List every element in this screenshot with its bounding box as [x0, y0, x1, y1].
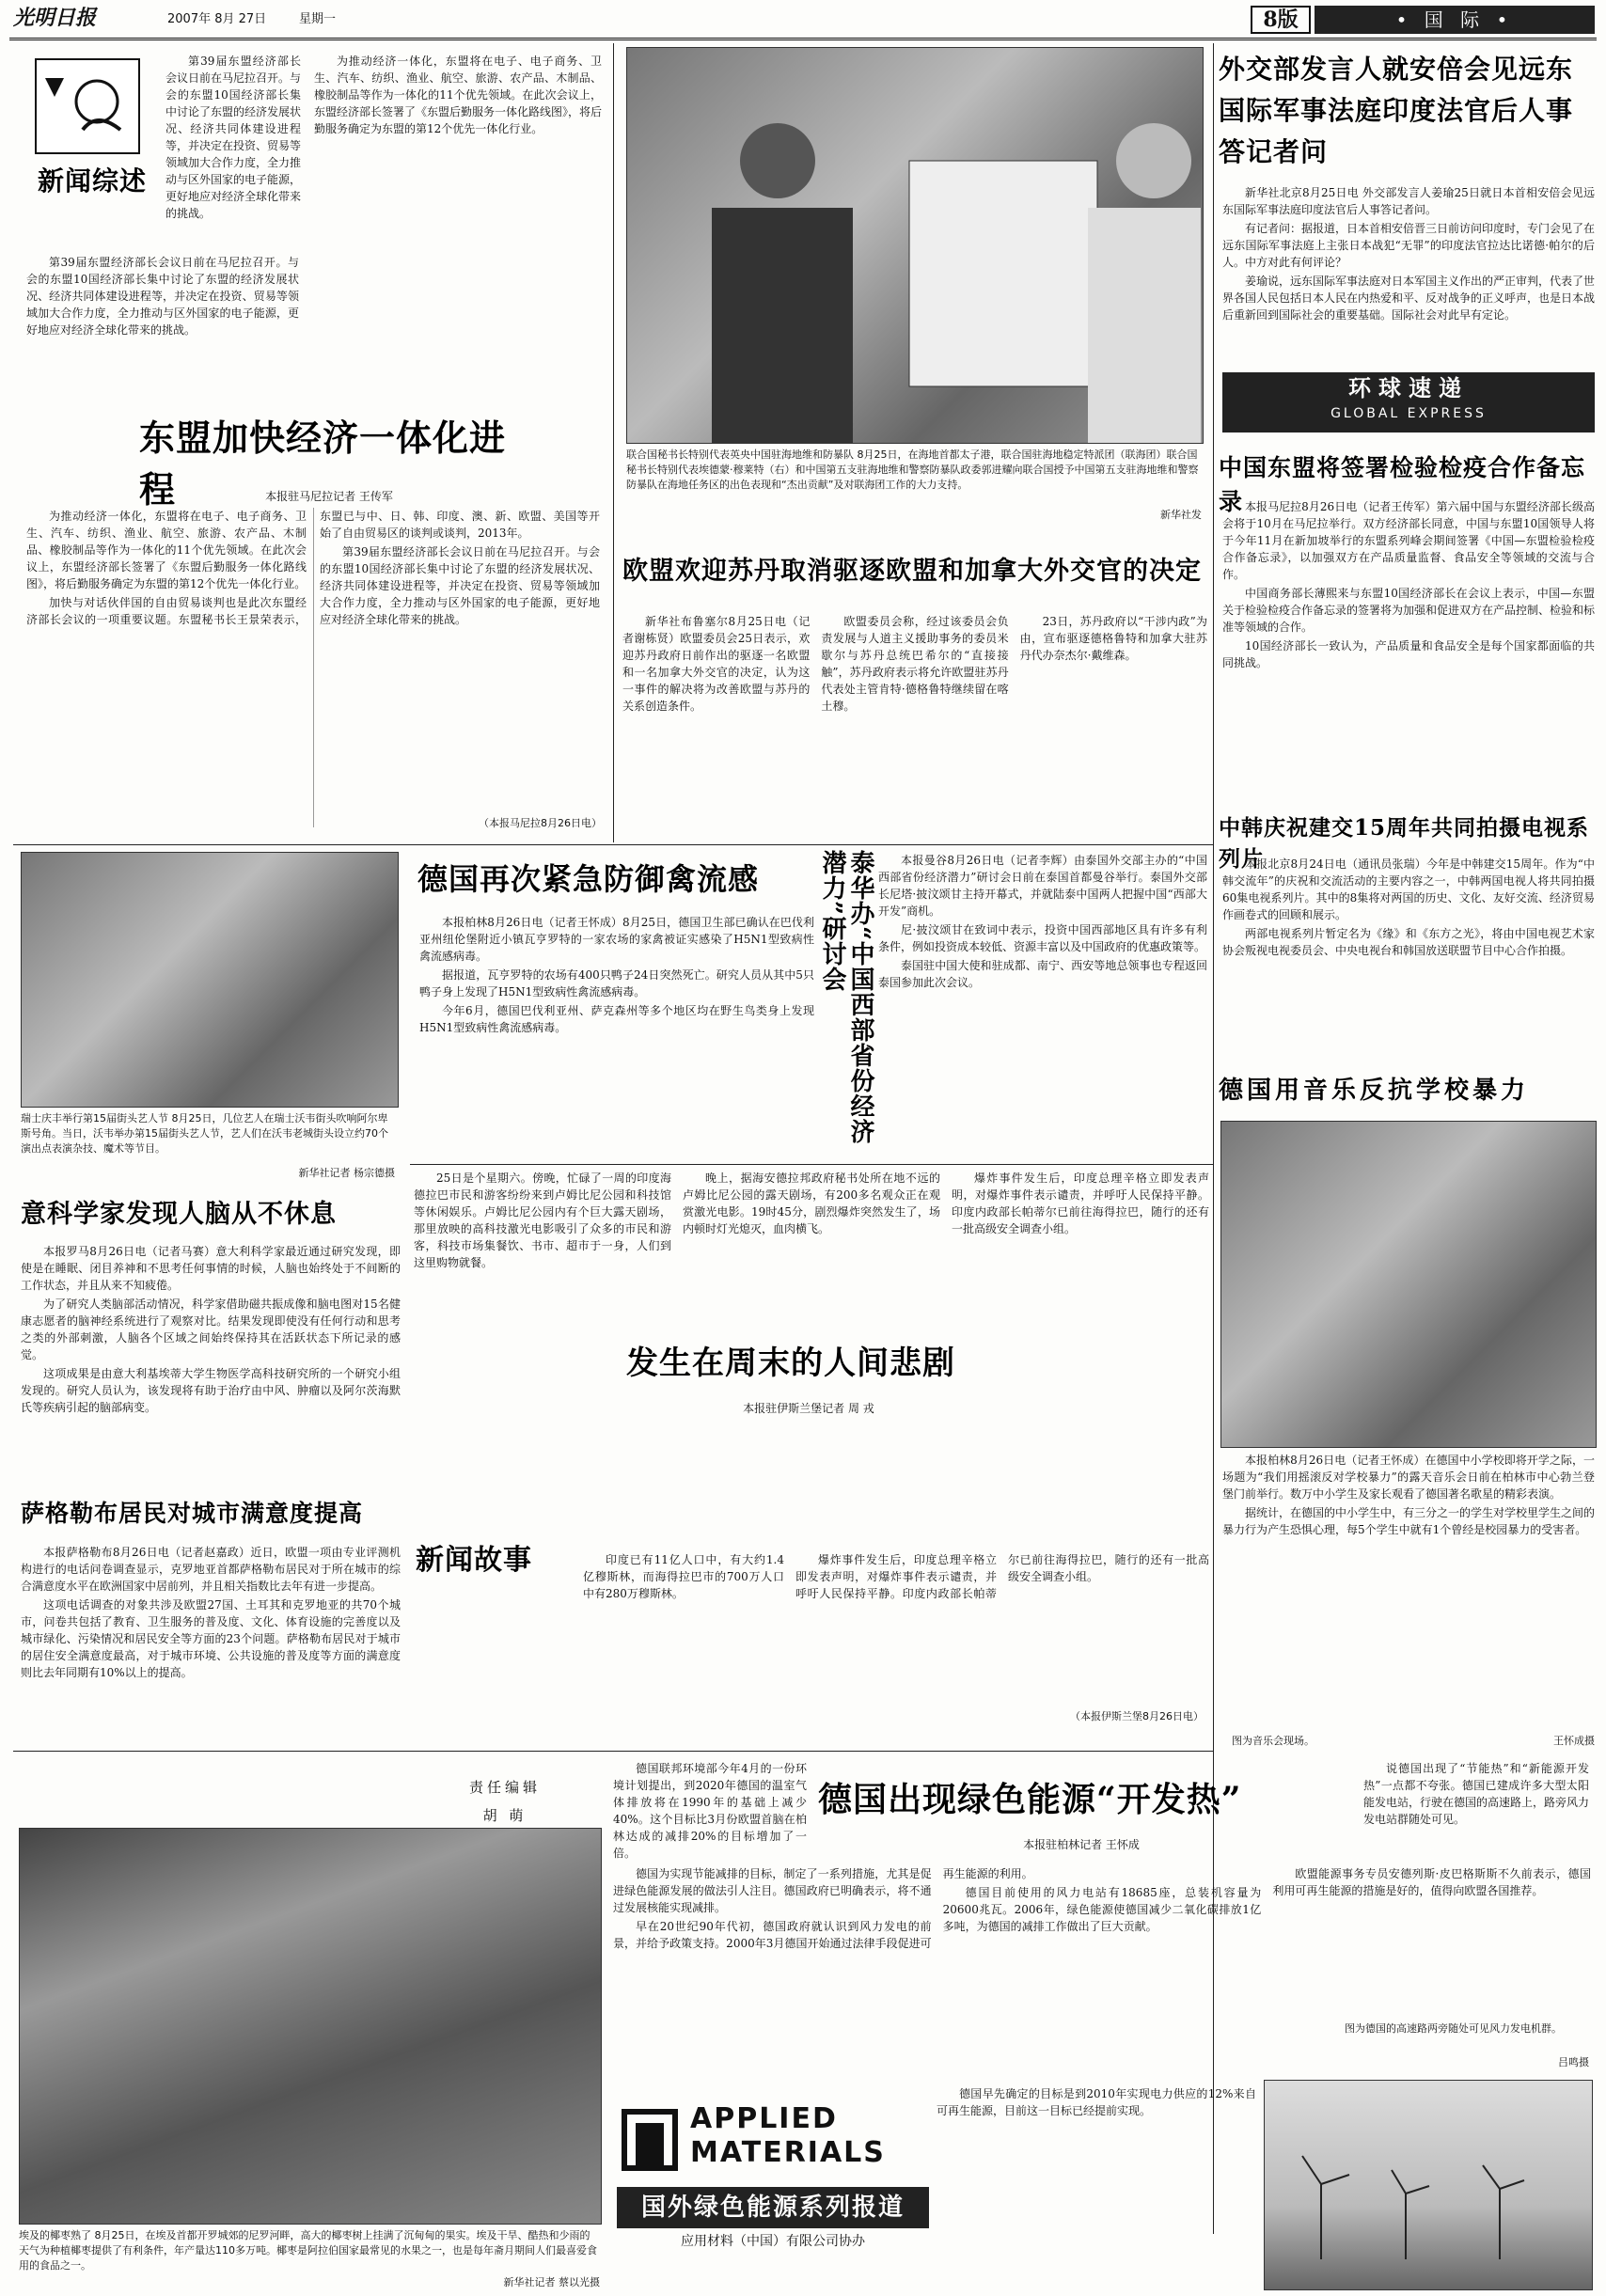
quarantine-body: 本报马尼拉8月26日电（记者王传军）第六届中国与东盟经济部长级高会将于10月在马尼拉举行。双方经济部长同意，中国与东盟10国领导人将于今年11月在新加坡举行的东盟系列峰会期间签署《中国—东盟检验检疫合作备忘录》，以加强双方在产品质量监督、食品安全等领域的交流与合作。 中国商务部长薄熙来与东盟10国经济部长在会议上表示，中国—东盟关于检验检疫合作备忘录的签署将为加强和促进双方在产品控制、检验和标准等领域的合作。 10国经济部长一致认为，产品质量和食品安全是每个国家都面临的共同挑战。 [1222, 500, 1596, 669]
korea-body: 本报北京8月24日电（通讯员张瑞）今年是中韩建交15周年。作为“中韩交流年”的庆祝和交流活动的主要内容之一，中韩两国电视人将共同拍摄60集电视系列片。其中的8集将对两国的历史、文化、友好交流、经济贸易作画卷式的回顾和展示。 两部电视系列片暂定名为《缘》和《东方之光》，将由中国电视艺术家协会叛视电视委员会、中央电视台和韩国放送联盟节目中心合作拍摄。 [1222, 857, 1595, 957]
quarantine-headline: 中国东盟将签署检验检疫合作备忘录 [1219, 454, 1586, 516]
music-caption: 图为音乐会现场。 [1232, 1735, 1315, 1747]
music-credit: 王怀成摄 [1553, 1735, 1595, 1747]
brain-body: 本报罗马8月26日电（记者马赛）意大利科学家最近通过研究发现，即使是在睡眠、闭目养神和不思考任何事情的时候，人脑也始终处于不间断的工作状态，并且从来不知疲倦。 为了研究人类脑部活动情况，科学家借助磁共振成像和脑电图对15名健康志愿者的脑神经系统进行了观察对比。结果发现即使没有任何行动和思考之类的外部刺激，人脑各个区域之间始终保持其在活跃状态下所记录的感觉。 这项成果是由意大利基埃蒂大学生物医学高科技研究所的一个研究小组发现的。研究人员认为，该发现将有助于治疗由中风、肿瘤以及阿尔茨海默氏等疾病引起的脑部病变。 [21, 1245, 401, 1414]
section-rule [13, 1751, 1213, 1752]
editor-box: 责任编辑 胡 萌 [468, 1779, 541, 1824]
header-rule [9, 38, 1597, 40]
masthead: 光明日报 [13, 6, 97, 30]
series-band: 国外绿色能源系列报道 [617, 2187, 929, 2228]
tragedy-credit: （本报伊斯兰堡8月26日电） [1070, 1710, 1204, 1722]
date-palm-credit: 新华社记者 蔡以光摄 [503, 2276, 600, 2288]
green-lead: 德国联邦环境部今年4月的一份环境计划提出，到2020年德国的温室气体排放将在1990年的基础上减少40%。这个目标比3月份欧盟首脑在柏林达成的减排20%的目标增加了一倍。 [613, 1762, 807, 1860]
sponsor-logo: APPLIED MATERIALS [617, 2099, 929, 2183]
news-review-tag: 新闻综述 [26, 55, 158, 196]
diplo-headline: 外交部发言人就安倍会见远东国际军事法庭印度法官后人事答记者问 [1219, 54, 1574, 167]
tragedy-body-lower: 印度已有11亿人口中，有大约1.4亿穆斯林，而海得拉巴市的700万人口中有280万穆斯林。 爆炸事件发生后，印度总理辛格立即发表声明，对爆炸事件表示谴责，并呼吁人民保持平静。印度内政部长帕蒂尔已前往海得拉巴，随行的还有一批高级安全调查小组。 [583, 1553, 1209, 1600]
concert-photo [1220, 1121, 1597, 1448]
date-palm-photo [19, 1828, 602, 2225]
wind-turbine-icon [1265, 2081, 1592, 2289]
green-caption: 图为德国的高速路两旁随处可见风力发电机群。 [1345, 2022, 1562, 2035]
date-palm-caption: 埃及的椰枣熟了 8月25日，在埃及首都开罗城郊的尼罗河畔，高大的椰枣树上挂满了沉甸甸的果实。埃及干旱、酷热和少雨的天气为种植椰枣提供了有利条件，年产量达110多万吨。椰枣是阿拉伯国家最常见的水果之一，也是每年斋月期间人们最喜爱食用的食品之一。 [19, 2229, 597, 2272]
brain-headline: 意科学家发现人脑从不休息 [21, 1200, 337, 1229]
green-credit: 吕鸣摄 [1558, 2056, 1589, 2068]
haiti-credit: 新华社发 [1160, 509, 1202, 521]
diplo-body: 新华社北京8月25日电 外交部发言人姜瑜25日就日本首相安倍会见远东国际军事法庭印度法官后人事答记者问。 有记者问：据报道，日本首相安倍晋三日前访问印度时，专门会见了在远东国际军事法庭上主张日本战犯“无罪”的印度法官拉达比诺德·帕尔的后人。中方对此有何评论？ 姜瑜说，远东国际军事法庭对日本军国主义作出的严正审判，代表了世界各国人民包括日本人民在内热爱和平、反对战争的正义呼声，也是日本战后重新回到国际社会的重要基础。国际社会对此早有定论。 [1222, 186, 1596, 322]
section-rule [410, 1164, 1213, 1165]
korea-headline: 中韩庆祝建交15周年共同拍摄电视系列片 [1219, 815, 1590, 873]
eu-body: 新华社布鲁塞尔8月25日电（记者谢栋贤）欧盟委员会25日表示，欢迎苏丹政府日前作出的驱逐一名欧盟和一名加拿大外交官的决定，认为这一事件的解决将为改善欧盟与苏丹的关系创造条件。 欧盟委员会称，经过该委员会负责发展与人道主义援助事务的委员米歇尔与苏丹总统巴希尔的“直接接触”，苏丹政府表示将允许欧盟驻苏丹代表处主管肯特·德格鲁特继续留在喀土穆。 23日，苏丹政府以“干涉内政”为由，宣布驱逐德格鲁特和加拿大驻苏丹代办奈杰尔·戴维森。 [622, 615, 1207, 713]
swiss-credit: 新华社记者 杨宗德摄 [298, 1167, 395, 1179]
asean-body-left: 第39届东盟经济部长会议日前在马尼拉召开。与会的东盟10国经济部长集中讨论了东盟的经济发展状况、经济共同体建设进程等，并决定在投资、贸易等领域加大合作力度，全力推动与区外国家的电子能源，更好地应对经济全球化带来的挑战。 [26, 256, 299, 337]
music-headline: 德国用音乐反抗学校暴力 [1219, 1077, 1530, 1105]
haiti-caption: 联合国秘书长特别代表英央中国驻海地维和防暴队 8月25日，在海地首都太子港，联合国驻海地稳定特派团（联海团）联合国秘书长特别代表埃德蒙·穆莱特（右）和中国第五支驻海地维和警察防暴队政委郭进耀向联合国授予中国第五支驻海地维和警察防暴队在海地任务区的出色表现和“杰出贡献”及对联海团工作的大力支持。 [626, 448, 1199, 491]
issue-date: 2007年 8月 27日 [167, 12, 267, 26]
green-body-lower: 德国早先确定的目标是到2010年实现电力供应的12%来自可再生能源，目前这一目标已经提前实现。 [937, 2087, 1256, 2117]
asean-columns: 为推动经济一体化，东盟将在电子、电子商务、卫生、汽车、纺织、渔业、航空、旅游、农产品、木制品、橡胶制品等作为一体化的11个优先领域。在此次会议上，东盟经济部长签署了《东盟后勤服务一体化路线图》，将后勤服务确定为东盟的第12个优先一体化行业。 加快与对话伙伴国的自由贸易谈判也是此次东盟经济部长会议的一项重要议题。东盟秘书长王景荣表示，东盟已与中、日、韩、印度、澳、新、欧盟、美国等开始了自由贸易区的谈判或谈判，2013年。 第39届东盟经济部长会议日前在马尼拉召开。与会的东盟10国经济部长集中讨论了东盟的经济发展状况、经济共同体建设进程等，并决定在投资、贸易等领域加大合作力度，全力推动与区外国家的电子能源，更好地应对经济全球化带来的挑战。 [26, 510, 600, 626]
asean-byline: 本报驻马尼拉记者 王传军 [265, 490, 393, 503]
green-byline: 本报驻柏林记者 王怀成 [1023, 1838, 1140, 1851]
bird-headline: 德国再次紧急防御禽流感 [417, 861, 760, 897]
applied-materials-logo-icon [617, 2104, 683, 2179]
seminar-body: 本报曼谷8月26日电（记者李辉）由泰国外交部主办的“中国西部省份经济潜力”研讨会日前在泰国首都曼谷举行。泰国外交部长尼塔·披汶颂甘主持开幕式，并就陆泰中国两人把握中国“西部大开发”商机。 尼·披汶颂甘在致词中表示，投资中国西部地区具有许多有利条件，例如投资成本较低、资源丰富以及中国政府的优惠政策等。 泰国驻中国大使和驻成都、南宁、西安等地总领事也专程返回泰国参加此次会议。 [878, 854, 1207, 989]
seminar-vertical-headline: 泰华办“中国西部省份经济潜力”研讨会 [818, 850, 874, 1144]
asean-body: 为推动经济一体化，东盟将在电子、电子商务、卫生、汽车、纺织、渔业、航空、旅游、农产品、木制品、橡胶制品等作为一体化的11个优先领域。在此次会议上，东盟经济部长签署了《东盟后勤服务一体化路线图》，将后勤服务确定为东盟的第12个优先一体化行业。 [314, 55, 603, 135]
eu-headline: 欧盟欢迎苏丹取消驱逐欧盟和加拿大外交官的决定 [622, 557, 1202, 586]
haiti-photo [626, 47, 1204, 444]
salzburg-body: 本报萨格勒布8月26日电（记者赵嘉政）近日，欧盟一项由专业评测机构进行的电话问卷调查显示，克罗地亚首都萨格勒布居民对于所在城市的综合满意度水平在欧洲国家中居前列，并且相关指数比去年有进一步提高。 这项电话调查的对象共涉及欧盟27国、土耳其和克罗地亚的共70个城市，问卷共包括了教育、卫生服务的普及度、文化、体育设施的完善度以及城市绿化、污染情况和居民安全等方面的23个问题。萨格勒布居民对于城市的居住安全满意度最高，对于城市环境、公共设施的普及度等方面的满意度则比去年同期有10%以上的提高。 [21, 1546, 401, 1679]
col-rule [613, 43, 614, 842]
page-number: 8版 [1251, 6, 1311, 34]
swiss-photo [21, 852, 399, 1108]
asean-lead: 第39届东盟经济部长会议日前在马尼拉召开。与会的东盟10国经济部长集中讨论了东盟的经济发展状况、经济共同体建设进程等，并决定在投资、贸易等领域加大合作力度，全力推动与区外国家的电子能源，更好地应对经济全球化带来的挑战。 [165, 55, 302, 220]
asean-credit: （本报马尼拉8月26日电） [479, 817, 602, 829]
swiss-caption: 瑞士庆丰举行第15届街头艺人节 8月25日，几位艺人在瑞士沃韦街头吹响阿尔卑斯号角。当日，沃韦举办第15届街头艺人节，艺人们在沃韦老城街头设立约70个演出点表演杂技、魔术等节目。 [21, 1112, 388, 1155]
photo-figures-icon [627, 48, 1203, 443]
news-story-tag: 新闻故事 [416, 1544, 532, 1577]
music-body: 本报柏林8月26日电（记者王怀成）在德国中小学校即将开学之际，一场题为“我们用摇滚反对学校暴力”的露天音乐会日前在柏林市中心勃兰登堡门前举行。数万中小学生及家长观看了德国著名歌星的精彩表演。 据统计，在德国的中小学生中，有三分之一的学生对学校里学生之间的暴力行为产生恐惧心理，每5个学生中就有1个曾经是校园暴力的受害者。 [1222, 1454, 1596, 1536]
tragedy-byline: 本报驻伊斯兰堡记者 周 戎 [658, 1401, 959, 1422]
salzburg-headline: 萨格勒布居民对城市满意度提高 [21, 1500, 364, 1527]
tragedy-headline: 发生在周末的人间悲剧 [626, 1341, 993, 1390]
sponsor-subtitle: 应用材料（中国）有限公司协办 [681, 2234, 865, 2249]
bird-body: 本报柏林8月26日电（记者王怀成）8月25日，德国卫生部已确认在巴伐利亚州纽伦堡附近小镇瓦亨罗特的一家农场的家禽被证实感染了H5N1型致病性禽流感病毒。 据报道，瓦亨罗特的农场有400只鸭子24日突然死亡。研究人员从其中5只鸭子身上发现了H5N1型致病性禽流感病毒。 今年6月，德国巴伐利亚州、萨克森州等多个地区均在野生鸟类身上发现H5N1型致病性禽流感病毒。 [419, 916, 814, 1034]
green-headline: 德国出现绿色能源“开发热” [818, 1780, 1242, 1819]
green-body: 德国为实现节能减排的目标，制定了一系列措施，尤其是促进绿色能源发展的做法引人注目。德国政府已明确表示，将不通过发展核能实现减排。 早在20世纪90年代初，德国政府就认识到风力发电的前景，并给予政策支持。2000年3月德国开始通过法律手段促进可再生能源的利用。 德国目前使用的风力电站有18685座，总装机容量为20600兆瓦。2006年，绿色能源使德国减少二氧化碳排放1亿多吨，为德国的减排工作做出了巨大贡献。 欧盟能源事务专员安德列斯·皮巴格斯斯不久前表示，德国利用可再生能源的措施是好的，值得向欧盟各国推荐。 [613, 1867, 1591, 1950]
tragedy-body: 25日是个星期六。傍晚，忙碌了一周的印度海德拉巴市民和游客纷纷来到卢姆比尼公园和科技馆等休闲娱乐。卢姆比尼公园内有个巨大露天剧场，那里放映的高科技激光电影吸引了众多的市民和游客，科技市场集餐饮、书市、超市于一身，人们到这里购物就餐。 晚上，据海安德拉邦政府秘书处所在地不远的卢姆比尼公园的露天剧场，有200多名观众正在观赏激光电影。19时45分，剧烈爆炸突然发生了，场内顿时灯光熄灭，血肉横飞。 爆炸事件发生后，印度总理辛格立即发表声明，对爆炸事件表示谴责，并呼吁人民保持平静。印度内政部长帕蒂尔已前往海得拉巴，随行的还有一批高级安全调查小组。 [414, 1172, 1209, 1269]
section-label: • 国 际 • [1315, 6, 1595, 34]
asean-headline: 东盟加快经济一体化进程 [139, 417, 507, 511]
wind-farm-photo [1264, 2080, 1593, 2290]
global-express-banner: 环球速递 GLOBAL EXPRESS [1222, 372, 1595, 432]
section-rule [13, 844, 1213, 845]
green-right-lead: 说德国出现了“节能热”和“新能源开发热”一点都不夸张。德国已建成许多大型太阳能发电站，行驶在德国的高速路上，路旁风力发电站群随处可见。 [1363, 1762, 1590, 1826]
weekday: 星期一 [299, 12, 337, 26]
logo-icon [26, 55, 158, 158]
